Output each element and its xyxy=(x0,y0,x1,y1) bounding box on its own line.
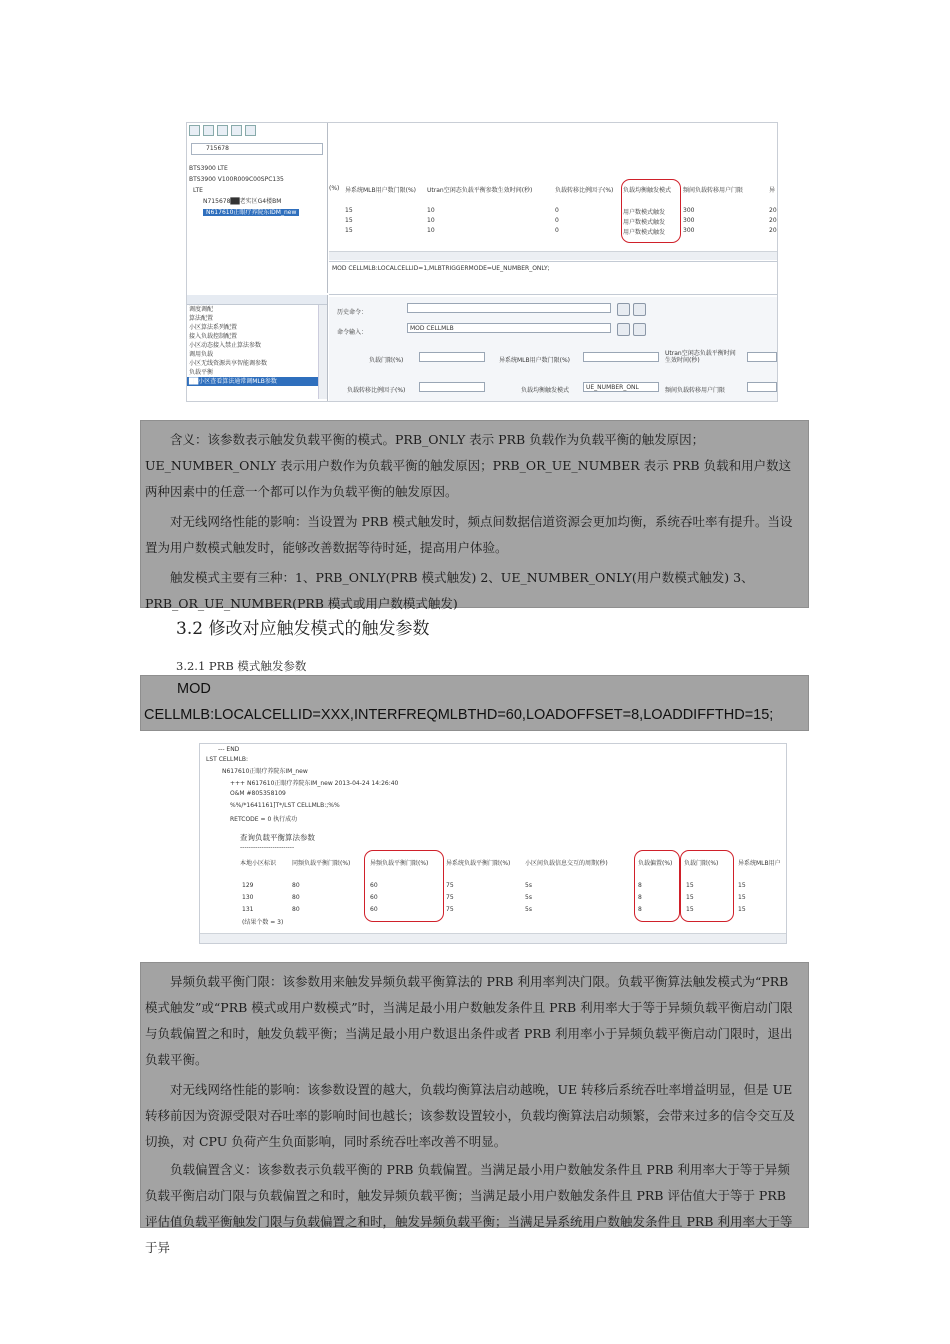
cell: 60 xyxy=(370,906,378,913)
field-label: 负载门限(%) xyxy=(369,357,404,364)
cell: 75 xyxy=(446,894,454,901)
column-header: 小区间负载信息交互的周期(秒) xyxy=(525,860,608,867)
column-header: 异频负载平衡门限(%) xyxy=(370,860,429,867)
column-header: 同频负载平衡门限(%) xyxy=(292,860,351,867)
cell: 5s xyxy=(525,906,532,913)
cell: 10 xyxy=(427,207,435,214)
command-line-1: MOD xyxy=(177,681,211,697)
column-header: 异系统MLB用户 xyxy=(738,860,781,867)
nav-item[interactable]: 调度调配 xyxy=(189,306,214,313)
paragraph: 对无线网络性能的影响：该参数设置的越大，负载均衡算法启动越晚，UE 转移后系统吞吐率增益明显，但是 UE 转移前因为资源受限对吞吐率的影响时间也越长；该参数设置较小，负载均衡算法启动频繁，会带来过多的信令交互及切换，对 CPU 负荷产生负面影响，同时系统吞吐率改善不明显。 xyxy=(145,1082,796,1149)
cell: 20 xyxy=(769,207,777,214)
output-horizontal-scrollbar[interactable] xyxy=(200,933,786,943)
column-header: 负载转移比例因子(%) xyxy=(555,187,614,194)
grid-horizontal-scrollbar[interactable] xyxy=(329,251,777,260)
cell: 用户数模式触发 xyxy=(623,229,666,236)
column-header: 异系统负载平衡门限(%) xyxy=(446,860,511,867)
column-header: (%) xyxy=(329,185,340,192)
tool-icon[interactable] xyxy=(231,125,242,136)
highlight-circle xyxy=(621,179,681,243)
help-icon[interactable] xyxy=(633,323,646,336)
field-label: 异系统MLB用户数门限(%) xyxy=(499,357,571,364)
nav-item[interactable]: 小区算法系列配置 xyxy=(189,324,238,331)
output-line: O&M #805358109 xyxy=(230,790,286,797)
cell: 15 xyxy=(686,906,694,913)
nav-item[interactable]: 小区无线资源共享智能调参数 xyxy=(189,360,268,367)
nav-item-selected[interactable]: ██小区查看算法通常调MLB参数 xyxy=(187,377,327,386)
cell: 0 xyxy=(555,227,559,234)
save-icon[interactable] xyxy=(617,323,630,336)
mml-client-screenshot xyxy=(186,122,778,402)
nav-item[interactable]: 算法配置 xyxy=(189,315,214,322)
field-label: 负载转移比例因子(%) xyxy=(347,387,406,394)
grid-header-row xyxy=(329,185,777,197)
output-title: 查询负载平衡算法参数 xyxy=(240,833,315,842)
cell: 5s xyxy=(525,882,532,889)
field-label: Utran空闲态负载平衡时间生效时间(秒) xyxy=(665,350,736,364)
cell: 80 xyxy=(292,906,300,913)
highlight-circle xyxy=(364,850,444,922)
history-command-select[interactable] xyxy=(407,303,611,313)
cell xyxy=(329,207,345,216)
cell xyxy=(329,217,345,226)
cell: 300 xyxy=(683,227,695,234)
nav-item[interactable]: 小区动态接入禁止算法参数 xyxy=(189,342,262,349)
nav-panel-header xyxy=(187,295,327,305)
command-input-label: 命令输入： xyxy=(337,329,368,336)
output-line: %%/*1641161]T*/LST CELLMLB:;%% xyxy=(230,802,340,809)
tree-toolbar xyxy=(187,123,327,141)
cell: 10 xyxy=(427,227,435,234)
field-label: 频间负载转移用户门限 xyxy=(665,387,726,394)
subsection-heading: 3.2.1 PRB 模式触发参数 xyxy=(176,659,307,673)
load-transfer-factor-input[interactable] xyxy=(419,382,485,392)
command-line-2: CELLMLB:LOCALCELLID=XXX,INTERFREQMLBTHD=60,LOADOFFSET=8,LOADDIFFTHD=15; xyxy=(144,707,774,723)
cell: 10 xyxy=(427,217,435,224)
section-heading: 3.2 修改对应触发模式的触发参数 xyxy=(176,619,430,639)
tree-node[interactable]: LTE xyxy=(193,187,203,194)
column-header: 本地小区标识 xyxy=(240,860,277,867)
cell: 用户数模式触发 xyxy=(623,219,666,226)
cell: 0 xyxy=(555,207,559,214)
cell: 60 xyxy=(370,882,378,889)
column-header: 负载偏置(%) xyxy=(638,860,673,867)
load-threshold-input[interactable] xyxy=(419,352,485,362)
cell xyxy=(329,227,345,236)
inter-rat-mlb-threshold-input[interactable] xyxy=(583,352,659,362)
cell: 15 xyxy=(738,894,746,901)
output-line: N617610正眼疗养院东IM_new xyxy=(222,768,308,775)
tool-icon[interactable] xyxy=(245,125,256,136)
tree-node[interactable]: BTS3900 LTE xyxy=(189,165,228,172)
inter-freq-user-threshold-input[interactable] xyxy=(747,382,777,392)
cell: 75 xyxy=(446,882,454,889)
cell: 15 xyxy=(345,207,353,214)
highlight-circle xyxy=(680,850,734,922)
clear-icon[interactable] xyxy=(633,303,646,316)
explanation-block-2 xyxy=(140,962,809,1255)
cell: 130 xyxy=(242,894,254,901)
tool-icon[interactable] xyxy=(217,125,228,136)
column-header: 异系统MLB用户数门限(%) xyxy=(345,187,417,194)
cell: 75 xyxy=(446,906,454,913)
cell: 15 xyxy=(345,227,353,234)
tool-icon[interactable] xyxy=(203,125,214,136)
output-line: RETCODE = 0 执行成功 xyxy=(230,816,298,823)
column-header: 负载均衡触发模式 xyxy=(623,187,672,194)
cell: 80 xyxy=(292,894,300,901)
cell: 15 xyxy=(686,882,694,889)
column-header: 负载门限(%) xyxy=(684,860,719,867)
table-row[interactable] xyxy=(329,227,777,236)
command-nav-panel xyxy=(187,295,328,401)
command-input-select[interactable]: MOD CELLMLB xyxy=(407,323,611,333)
column-header: 异 xyxy=(769,187,776,194)
cell: 15 xyxy=(738,906,746,913)
output-line: +++ N617610正眼疗养院东IM_new 2013-04-24 14:26:40 xyxy=(230,780,399,787)
nav-item[interactable]: 接入负载控制配置 xyxy=(189,333,238,340)
cell: 80 xyxy=(292,882,300,889)
column-header: Utran空闲态负载平衡参数生效时间(秒) xyxy=(427,187,533,194)
nav-scrollbar[interactable] xyxy=(318,305,327,399)
nav-item[interactable]: 调用负载 xyxy=(189,351,214,358)
paragraph: 负载偏置含义：该参数表示负载平衡的 PRB 负载偏置。当满足最小用户数触发条件且 PRB 利用率大于等于异频负载平衡启动门限与负载偏置之和时，触发异频负载平衡；当满足最小用户数触发条件且 PRB 评估值大于等于 PRB 评估值负载平衡触发门限与负载偏置之和时，触发异频负载平衡；当满足异系统用户数触发条件且 PRB 利用率大于等于异 xyxy=(145,1162,793,1255)
explanation-block-1 xyxy=(140,420,809,611)
paragraph: 对无线网络性能的影响：当设置为 PRB 模式触发时，频点间数据信道资源会更加均衡，系统吞吐率有提升。当设置为用户数模式触发时，能够改善数据等待时延，提高用户体验。 xyxy=(145,514,793,555)
cell: 129 xyxy=(242,882,254,889)
ne-search-input[interactable]: 715678 xyxy=(191,143,323,155)
selected-ne-label: N617610正眼疗养院东IDM_new xyxy=(203,209,299,216)
tree-node[interactable]: N715678██老实区G4楼BM xyxy=(203,198,282,205)
cell: 8 xyxy=(638,882,642,889)
cell: 8 xyxy=(638,894,642,901)
cell: 60 xyxy=(370,894,378,901)
cell: 5s xyxy=(525,894,532,901)
cell: 300 xyxy=(683,217,695,224)
paragraph: 触发模式主要有三种：1、PRB_ONLY(PRB 模式触发) 2、UE_NUMBER_ONLY(用户数模式触发) 3、PRB_OR_UE_NUMBER(PRB 模式或用户数模式触发) xyxy=(145,570,754,611)
paragraph: 含义：该参数表示触发负载平衡的模式。PRB_ONLY 表示 PRB 负载作为负载平衡的触发原因；UE_NUMBER_ONLY 表示用户数作为负载平衡的触发原因；PRB_OR_UE_NUMBER 表示 PRB 负载和用户数这两种因素中的任意一个都可以作为负载平衡的触发原因。 xyxy=(145,432,792,499)
column-header: 频间负载转移用户门限 xyxy=(683,187,744,194)
command-echo xyxy=(329,261,777,295)
tool-icon[interactable] xyxy=(189,125,200,136)
cell: 用户数模式触发 xyxy=(623,209,666,216)
ne-tree-panel xyxy=(187,123,328,293)
cell: 0 xyxy=(555,217,559,224)
command-echo-text: MOD CELLMLB:LOCALCELLID=1,MLBTRIGGERMODE=UE_NUMBER_ONLY; xyxy=(332,265,550,272)
output-line: ------------------------- xyxy=(240,844,295,851)
cell: 20 xyxy=(769,217,777,224)
tree-node-selected[interactable] xyxy=(187,207,327,218)
cell: 20 xyxy=(769,227,777,234)
cell: 15 xyxy=(686,894,694,901)
output-line: LST CELLMLB: xyxy=(206,756,249,763)
history-command-label: 历史命令： xyxy=(337,309,368,316)
field-label: 负载均衡触发模式 xyxy=(521,387,570,394)
lst-output-screenshot xyxy=(199,743,787,944)
result-grid xyxy=(329,123,777,259)
nav-item[interactable]: 负载平衡 xyxy=(189,369,214,376)
cell: 15 xyxy=(345,217,353,224)
result-count: (结果个数 = 3) xyxy=(242,919,284,926)
highlight-circle xyxy=(634,850,680,922)
cell: 8 xyxy=(638,906,642,913)
run-command-icon[interactable] xyxy=(617,303,630,316)
output-line: --- END xyxy=(218,746,240,753)
table-row[interactable] xyxy=(329,217,777,226)
cell: 300 xyxy=(683,207,695,214)
cell: 131 xyxy=(242,906,254,913)
mlb-trigger-mode-select[interactable]: UE_NUMBER_ONL xyxy=(583,382,659,392)
table-row[interactable] xyxy=(329,207,777,216)
command-form xyxy=(329,297,777,401)
tree-node[interactable]: BTS3900 V100R009C00SPC135 xyxy=(189,176,284,183)
utran-idle-time-input[interactable] xyxy=(747,352,777,362)
paragraph: 异频负载平衡门限：该参数用来触发异频负载平衡算法的 PRB 利用率判决门限。负载平衡算法触发模式为“PRB 模式触发”或“PRB 模式或用户数模式”时，当满足最小用户数触发条件且 PRB 利用率大于等于异频负载平衡启动门限与负载偏置之和时，触发负载平衡；当满足最小用户数退出条件或者 PRB 利用率小于异频负载平衡启动门限时，退出负载平衡。 xyxy=(145,974,793,1067)
command-block xyxy=(140,675,809,731)
cell: 15 xyxy=(738,882,746,889)
